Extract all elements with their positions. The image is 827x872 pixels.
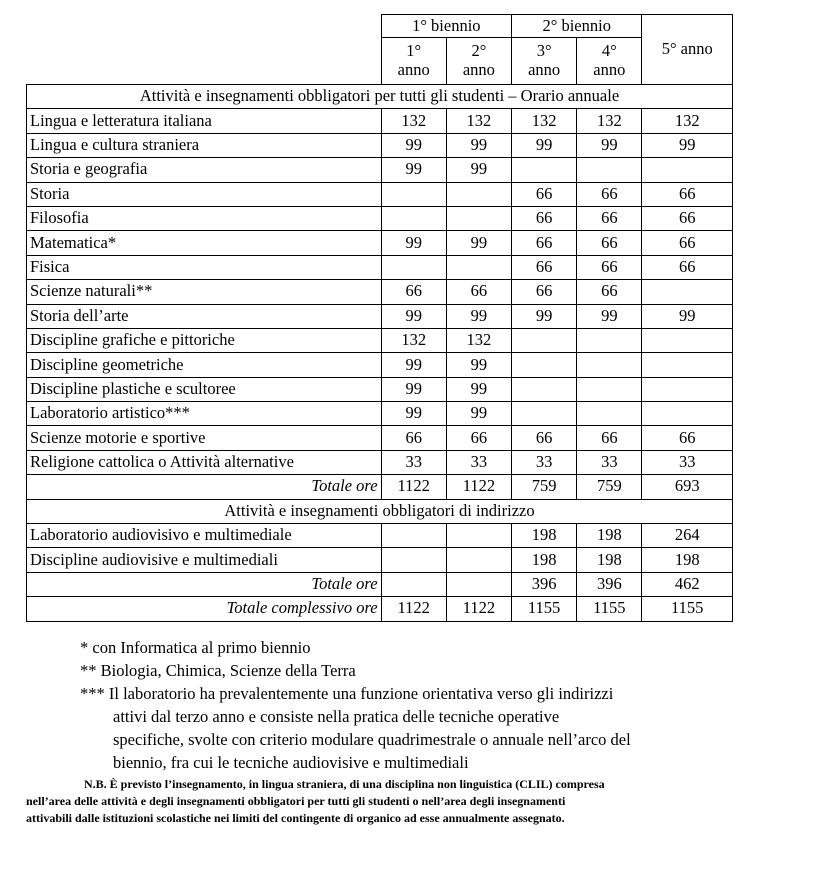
hours-cell — [577, 402, 642, 426]
header-year-1-number: 1° — [406, 41, 422, 61]
header-year-3 — [512, 38, 577, 85]
hours-cell — [642, 353, 733, 377]
total-cell: 759 — [512, 475, 577, 499]
total-cell: 1155 — [512, 597, 577, 621]
header-year-2-word: anno — [462, 60, 495, 79]
hours-cell: 198 — [512, 548, 577, 572]
total-label: Totale ore — [27, 475, 382, 499]
hours-cell: 132 — [446, 109, 511, 133]
hours-cell: 198 — [642, 548, 733, 572]
hours-cell: 99 — [381, 402, 446, 426]
hours-cell: 66 — [642, 255, 733, 279]
hours-cell — [577, 353, 642, 377]
total-cell — [446, 572, 511, 596]
hours-cell: 99 — [446, 231, 511, 255]
hours-cell: 198 — [577, 524, 642, 548]
hours-cell: 66 — [577, 255, 642, 279]
table-row — [27, 280, 733, 304]
nb-note-line-3: attivabili dalle istituzioni scolastiche nei limiti del contingente di organico ad esse annualmente assegnato. — [26, 811, 565, 825]
hours-cell: 33 — [512, 450, 577, 474]
hours-cell — [642, 402, 733, 426]
header-year-2-number: 2° — [471, 41, 487, 61]
hours-cell: 33 — [577, 450, 642, 474]
hours-cell: 99 — [577, 133, 642, 157]
hours-cell: 99 — [446, 304, 511, 328]
header-year-4 — [577, 38, 642, 85]
table-row — [27, 182, 733, 206]
hours-cell: 33 — [446, 450, 511, 474]
footnote-2: ** Biologia, Chimica, Scienze della Terra — [80, 661, 356, 680]
hours-cell — [446, 206, 511, 230]
hours-cell: 132 — [642, 109, 733, 133]
hours-cell — [381, 206, 446, 230]
table-row — [27, 450, 733, 474]
total-cell: 1122 — [446, 475, 511, 499]
total-cell: 1122 — [381, 475, 446, 499]
hours-cell: 66 — [642, 206, 733, 230]
hours-cell: 99 — [446, 377, 511, 401]
timetable — [26, 14, 733, 622]
total-label: Totale complessivo ore — [27, 597, 382, 621]
footnote-3-line-1: *** Il laboratorio ha prevalentemente una funzione orientativa verso gli indirizzi — [80, 684, 614, 703]
header-blank-cell — [27, 15, 382, 85]
header-year-5: 5° anno — [642, 15, 733, 85]
section-title-row — [27, 85, 733, 109]
table-row — [27, 109, 733, 133]
nb-note-line-1: N.B. È previsto l’insegnamento, in lingua straniera, di una disciplina non linguistica (CLIL) compresa — [84, 777, 605, 791]
nb-note-line-2: nell’area delle attività e degli insegnamenti obbligatori per tutti gli studenti o nell’area degli insegnamenti — [26, 794, 566, 808]
subject-cell: Religione cattolica o Attività alternative — [27, 450, 382, 474]
subject-cell: Discipline plastiche e scultoree — [27, 377, 382, 401]
hours-cell: 99 — [446, 158, 511, 182]
footnote-1: * con Informatica al primo biennio — [80, 638, 311, 657]
hours-cell — [642, 328, 733, 352]
header-biennio-1: 1° biennio — [381, 15, 511, 38]
table-row — [27, 548, 733, 572]
table-row — [27, 231, 733, 255]
hours-cell: 99 — [381, 231, 446, 255]
hours-cell — [577, 377, 642, 401]
hours-cell: 66 — [512, 206, 577, 230]
hours-cell: 99 — [642, 304, 733, 328]
total-cell: 759 — [577, 475, 642, 499]
hours-cell — [642, 158, 733, 182]
total-cell: 1122 — [381, 597, 446, 621]
hours-cell: 99 — [446, 353, 511, 377]
subject-cell: Matematica* — [27, 231, 382, 255]
hours-cell — [512, 353, 577, 377]
subject-cell: Filosofia — [27, 206, 382, 230]
section-title-row — [27, 499, 733, 523]
hours-cell — [446, 255, 511, 279]
hours-cell: 66 — [577, 231, 642, 255]
header-year-1-word: anno — [397, 60, 430, 79]
hours-cell: 132 — [381, 328, 446, 352]
hours-cell: 132 — [577, 109, 642, 133]
hours-cell: 66 — [381, 426, 446, 450]
hours-cell — [446, 182, 511, 206]
header-year-1 — [381, 38, 446, 85]
hours-cell: 66 — [512, 231, 577, 255]
hours-cell: 66 — [577, 426, 642, 450]
hours-cell: 66 — [642, 182, 733, 206]
section-title: Attività e insegnamenti obbligatori per tutti gli studenti – Orario annuale — [27, 85, 733, 109]
hours-cell: 99 — [512, 133, 577, 157]
table-row — [27, 426, 733, 450]
hours-cell: 66 — [577, 182, 642, 206]
hours-cell: 99 — [446, 402, 511, 426]
hours-cell: 66 — [381, 280, 446, 304]
subject-cell: Scienze naturali** — [27, 280, 382, 304]
hours-cell — [512, 377, 577, 401]
hours-cell — [446, 548, 511, 572]
total-row — [27, 572, 733, 596]
hours-cell — [381, 524, 446, 548]
table-row — [27, 206, 733, 230]
table-row — [27, 524, 733, 548]
hours-cell: 99 — [381, 304, 446, 328]
hours-cell — [642, 280, 733, 304]
footnotes — [80, 636, 631, 774]
hours-cell — [577, 328, 642, 352]
hours-cell: 132 — [512, 109, 577, 133]
hours-cell: 66 — [577, 206, 642, 230]
total-cell: 396 — [512, 572, 577, 596]
hours-cell: 198 — [512, 524, 577, 548]
table-row — [27, 304, 733, 328]
hours-cell — [642, 377, 733, 401]
header-year-2 — [446, 38, 511, 85]
hours-cell: 66 — [512, 255, 577, 279]
table-row — [27, 328, 733, 352]
subject-cell: Lingua e cultura straniera — [27, 133, 382, 157]
hours-cell: 66 — [446, 280, 511, 304]
hours-cell: 99 — [381, 158, 446, 182]
subject-cell: Discipline audiovisive e multimediali — [27, 548, 382, 572]
subject-cell: Scienze motorie e sportive — [27, 426, 382, 450]
table-row — [27, 353, 733, 377]
total-cell: 1155 — [577, 597, 642, 621]
hours-cell: 264 — [642, 524, 733, 548]
hours-cell — [446, 524, 511, 548]
hours-cell: 99 — [381, 377, 446, 401]
total-cell: 693 — [642, 475, 733, 499]
grand-total-row — [27, 597, 733, 621]
subject-cell: Storia — [27, 182, 382, 206]
subject-cell: Discipline geometriche — [27, 353, 382, 377]
header-year-4-word: anno — [593, 60, 626, 79]
hours-cell: 33 — [642, 450, 733, 474]
header-year-3-word: anno — [528, 60, 561, 79]
subject-cell: Lingua e letteratura italiana — [27, 109, 382, 133]
total-cell: 462 — [642, 572, 733, 596]
footnote-3-line-4: biennio, fra cui le tecniche audiovisive e multimediali — [113, 753, 469, 772]
hours-cell — [381, 255, 446, 279]
subject-cell: Discipline grafiche e pittoriche — [27, 328, 382, 352]
subject-cell: Laboratorio audiovisivo e multimediale — [27, 524, 382, 548]
header-year-4-number: 4° — [601, 41, 617, 61]
hours-cell — [512, 158, 577, 182]
hours-cell: 99 — [381, 133, 446, 157]
hours-cell: 33 — [381, 450, 446, 474]
hours-cell: 66 — [512, 182, 577, 206]
hours-cell — [577, 158, 642, 182]
hours-cell — [381, 548, 446, 572]
table-row — [27, 133, 733, 157]
hours-cell: 99 — [642, 133, 733, 157]
hours-cell: 99 — [577, 304, 642, 328]
total-cell: 396 — [577, 572, 642, 596]
subject-cell: Laboratorio artistico*** — [27, 402, 382, 426]
hours-cell — [512, 402, 577, 426]
hours-cell: 132 — [446, 328, 511, 352]
hours-cell: 99 — [512, 304, 577, 328]
hours-cell: 99 — [446, 133, 511, 157]
total-cell: 1155 — [642, 597, 733, 621]
header-year-3-number: 3° — [536, 41, 552, 61]
hours-cell — [512, 328, 577, 352]
table-row — [27, 255, 733, 279]
hours-cell: 66 — [642, 426, 733, 450]
table-row — [27, 402, 733, 426]
header-biennio-2: 2° biennio — [512, 15, 642, 38]
subject-cell: Storia e geografia — [27, 158, 382, 182]
total-label: Totale ore — [27, 572, 382, 596]
hours-cell: 66 — [642, 231, 733, 255]
hours-cell: 66 — [446, 426, 511, 450]
hours-cell: 66 — [577, 280, 642, 304]
hours-cell: 132 — [381, 109, 446, 133]
section-title: Attività e insegnamenti obbligatori di indirizzo — [27, 499, 733, 523]
total-cell: 1122 — [446, 597, 511, 621]
table-row — [27, 377, 733, 401]
nb-note — [26, 776, 800, 827]
table-row — [27, 158, 733, 182]
total-cell — [381, 572, 446, 596]
footnote-3 — [80, 682, 631, 774]
footnote-3-line-3: specifiche, svolte con criterio modulare quadrimestrale o annuale nell’arco del — [113, 730, 631, 749]
hours-cell: 66 — [512, 280, 577, 304]
hours-cell — [381, 182, 446, 206]
total-row — [27, 475, 733, 499]
footnote-3-line-2: attivi dal terzo anno e consiste nella pratica delle tecniche operative — [113, 707, 560, 726]
subject-cell: Storia dell’arte — [27, 304, 382, 328]
hours-cell: 198 — [577, 548, 642, 572]
hours-cell: 99 — [381, 353, 446, 377]
subject-cell: Fisica — [27, 255, 382, 279]
hours-cell: 66 — [512, 426, 577, 450]
